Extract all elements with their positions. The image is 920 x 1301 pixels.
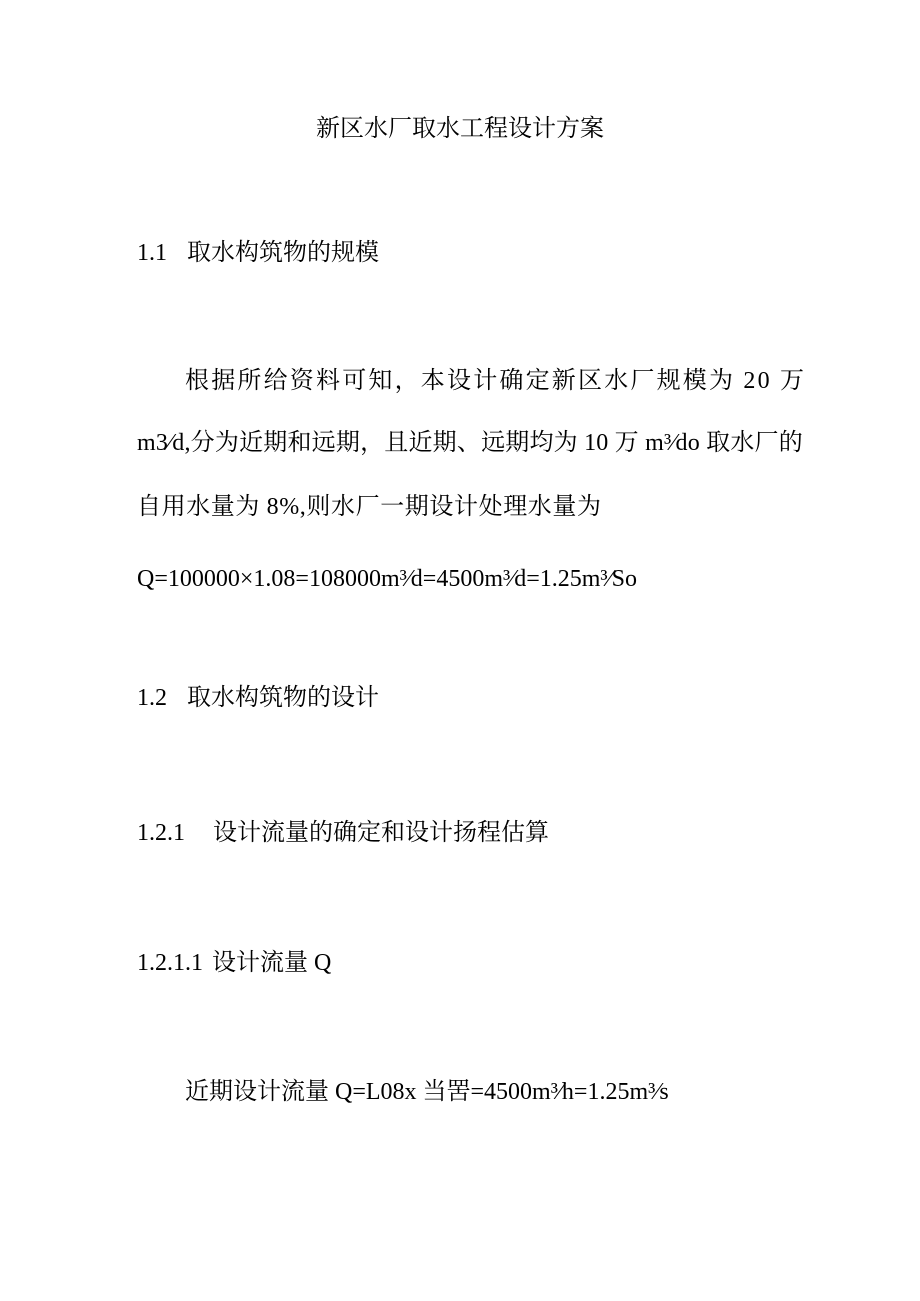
paragraph-line: 根据所给资料可知，本设计确定新区水厂规模为 20 万 xyxy=(185,368,807,394)
section-heading-text: 设计流量 Q xyxy=(212,950,332,976)
section-heading-1-2-1 xyxy=(137,818,549,848)
section-heading-text: 设计流量的确定和设计扬程估算 xyxy=(213,820,549,846)
paragraph-line: m3⁄d,分为近期和远期，且近期、远期均为 10 万 m³⁄do 取水厂的 xyxy=(137,430,803,456)
section-number: 1.2 xyxy=(137,685,167,711)
section-heading-1-2 xyxy=(137,683,379,713)
section-number: 1.1 xyxy=(137,240,167,266)
formula-line: 近期设计流量 Q=L08x 当罟=4500m³⁄h=1.25m³⁄s xyxy=(185,1079,669,1105)
section-heading-text: 取水构筑物的设计 xyxy=(187,685,379,711)
section-heading-1-1 xyxy=(137,238,379,268)
document-title: 新区水厂取水工程设计方案 xyxy=(316,116,604,142)
section-number: 1.2.1.1 xyxy=(137,950,203,976)
section-heading-1-2-1-1 xyxy=(137,948,331,978)
section-heading-text: 取水构筑物的规模 xyxy=(187,240,379,266)
formula-line: Q=100000×1.08=108000m³⁄d=4500m³⁄d=1.25m³⁄So xyxy=(137,566,637,592)
paragraph-line: 自用水量为 8%,则水厂一期设计处理水量为 xyxy=(137,494,602,520)
section-number: 1.2.1 xyxy=(137,820,185,846)
